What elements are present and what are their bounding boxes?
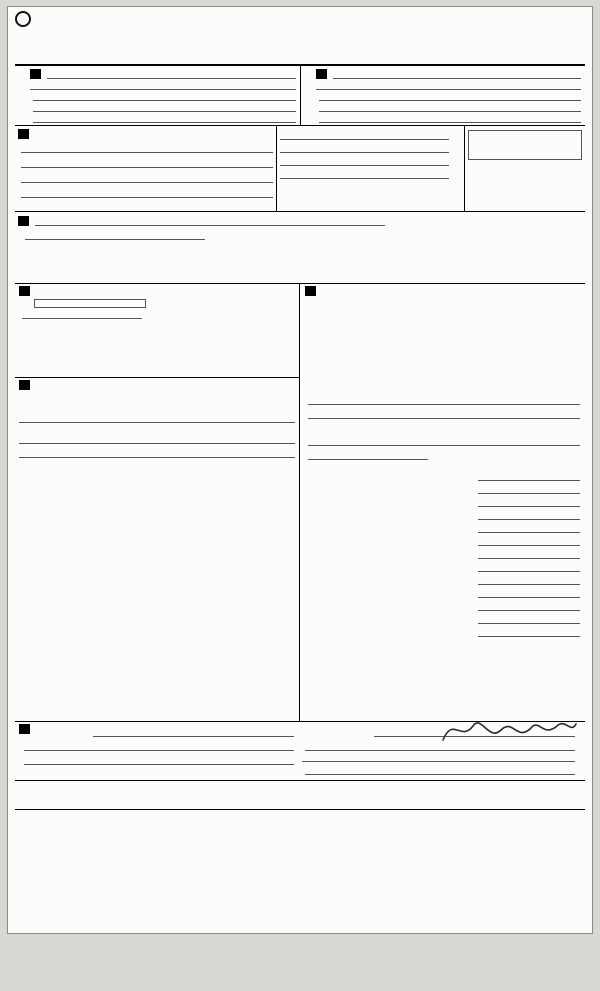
land-use-code-section <box>15 284 299 378</box>
buyer-name-field[interactable] <box>333 70 581 79</box>
delinquent-interest-state-value[interactable] <box>478 550 580 559</box>
seller-phone-field[interactable] <box>33 114 296 123</box>
grantor-vertical-word <box>22 68 29 125</box>
land-use-code-box[interactable] <box>34 299 146 308</box>
state-technology-fee-value[interactable] <box>478 602 580 611</box>
delinquent-interest-local-value[interactable] <box>478 563 580 572</box>
date-of-document-field[interactable] <box>308 451 428 460</box>
grantee-name-print-field-line2[interactable] <box>302 753 575 762</box>
buyer-vertical-word <box>301 68 308 125</box>
buyer-phone-field[interactable] <box>319 114 581 123</box>
personal-property-section <box>300 284 585 721</box>
seller-citystatezip-field[interactable] <box>33 103 296 112</box>
continuance-qualify-line <box>19 394 295 401</box>
form-header <box>15 11 585 53</box>
deputy-assessor-signature-line[interactable] <box>19 411 295 423</box>
money-table <box>305 468 580 637</box>
corr-citystatezip-field[interactable] <box>21 174 273 183</box>
buyer-name-field-line2[interactable] <box>316 81 581 90</box>
seller-side-label <box>15 66 29 125</box>
assessed-value-box[interactable] <box>468 130 582 160</box>
grantee-date-city-field[interactable] <box>305 766 575 775</box>
taxable-selling-price-value[interactable] <box>478 511 580 520</box>
affidavit-processing-fee-value[interactable] <box>478 615 580 624</box>
subtotal-value[interactable] <box>478 589 580 598</box>
land-designation-section <box>15 378 299 721</box>
parcel-number-field-3[interactable] <box>280 157 449 166</box>
seller-mailing-field[interactable] <box>33 92 296 101</box>
street-address-field[interactable] <box>35 217 385 226</box>
buyer-citystatezip-field[interactable] <box>319 103 581 112</box>
exemption-claimed-value[interactable] <box>478 498 580 507</box>
affidavit-page <box>7 6 593 934</box>
seller-vertical-word <box>15 68 22 125</box>
seller-grantor-block <box>15 66 300 125</box>
section6-badge <box>19 380 30 390</box>
parcel-number-field-4[interactable] <box>280 170 449 179</box>
seller-name-field[interactable] <box>47 70 296 79</box>
city-of-field[interactable] <box>25 231 205 240</box>
total-due-value[interactable] <box>478 628 580 637</box>
buyer-grantee-block <box>300 66 585 125</box>
parcel-number-field-2[interactable] <box>280 144 449 153</box>
personal-property-blank-area[interactable] <box>305 296 580 392</box>
owner-signature-line[interactable] <box>19 432 295 444</box>
tax-correspondence-section <box>15 126 585 212</box>
grantee-signature-block <box>300 724 581 775</box>
section2-badge <box>316 69 327 79</box>
grantee-name-print-field[interactable] <box>305 742 575 751</box>
section1-badge <box>30 69 41 79</box>
section3-badge <box>18 129 29 139</box>
personal-property-deduct-value[interactable] <box>478 485 580 494</box>
grantee-signature-label <box>302 730 374 737</box>
certification-section <box>15 722 585 781</box>
excise-tax-state-value[interactable] <box>478 524 580 533</box>
top-check-row <box>55 56 581 62</box>
delinquent-penalty-value[interactable] <box>478 576 580 585</box>
grantor-signature-block <box>19 724 300 775</box>
additional-codes-field[interactable] <box>22 310 142 319</box>
revenue-swirl-icon <box>15 11 31 27</box>
parcel-numbers-column <box>277 126 465 211</box>
dept-of-revenue-logo <box>15 11 135 53</box>
corr-phone-field[interactable] <box>21 189 273 198</box>
buyer-mailing-field[interactable] <box>319 92 581 101</box>
section4-badge <box>18 216 29 226</box>
left-column <box>15 284 300 721</box>
section7-badge <box>305 286 316 296</box>
grantor-date-city-field[interactable] <box>24 756 294 765</box>
seller-buyer-section <box>15 64 585 126</box>
middle-columns <box>15 284 585 722</box>
corr-name-field[interactable] <box>21 144 273 153</box>
section5-badge <box>19 286 30 296</box>
grantor-signature-field[interactable] <box>93 728 294 737</box>
street-address-section <box>15 212 585 284</box>
seller-name-field-line2[interactable] <box>30 81 296 90</box>
gross-selling-price-value[interactable] <box>478 472 580 481</box>
form-footer <box>15 809 585 812</box>
perjury-notice <box>15 781 585 809</box>
print-name-line[interactable] <box>19 446 295 458</box>
grantor-signature-label <box>21 730 93 737</box>
grantee-signature-field[interactable] <box>374 728 575 737</box>
type-of-document-field[interactable] <box>308 437 580 446</box>
grantor-name-print-field[interactable] <box>24 742 294 751</box>
correspondence-column <box>15 126 277 211</box>
grantee-vertical-word <box>308 68 315 125</box>
corr-mailing-field[interactable] <box>21 159 273 168</box>
excise-tax-local-value[interactable] <box>478 537 580 546</box>
assessed-value-column <box>465 126 585 211</box>
parcel-number-field-1[interactable] <box>280 131 449 140</box>
buyer-side-label <box>301 66 315 125</box>
receipt-note <box>491 11 585 53</box>
exemption-reason-field[interactable] <box>308 410 580 419</box>
wac-number-field[interactable] <box>308 396 580 405</box>
